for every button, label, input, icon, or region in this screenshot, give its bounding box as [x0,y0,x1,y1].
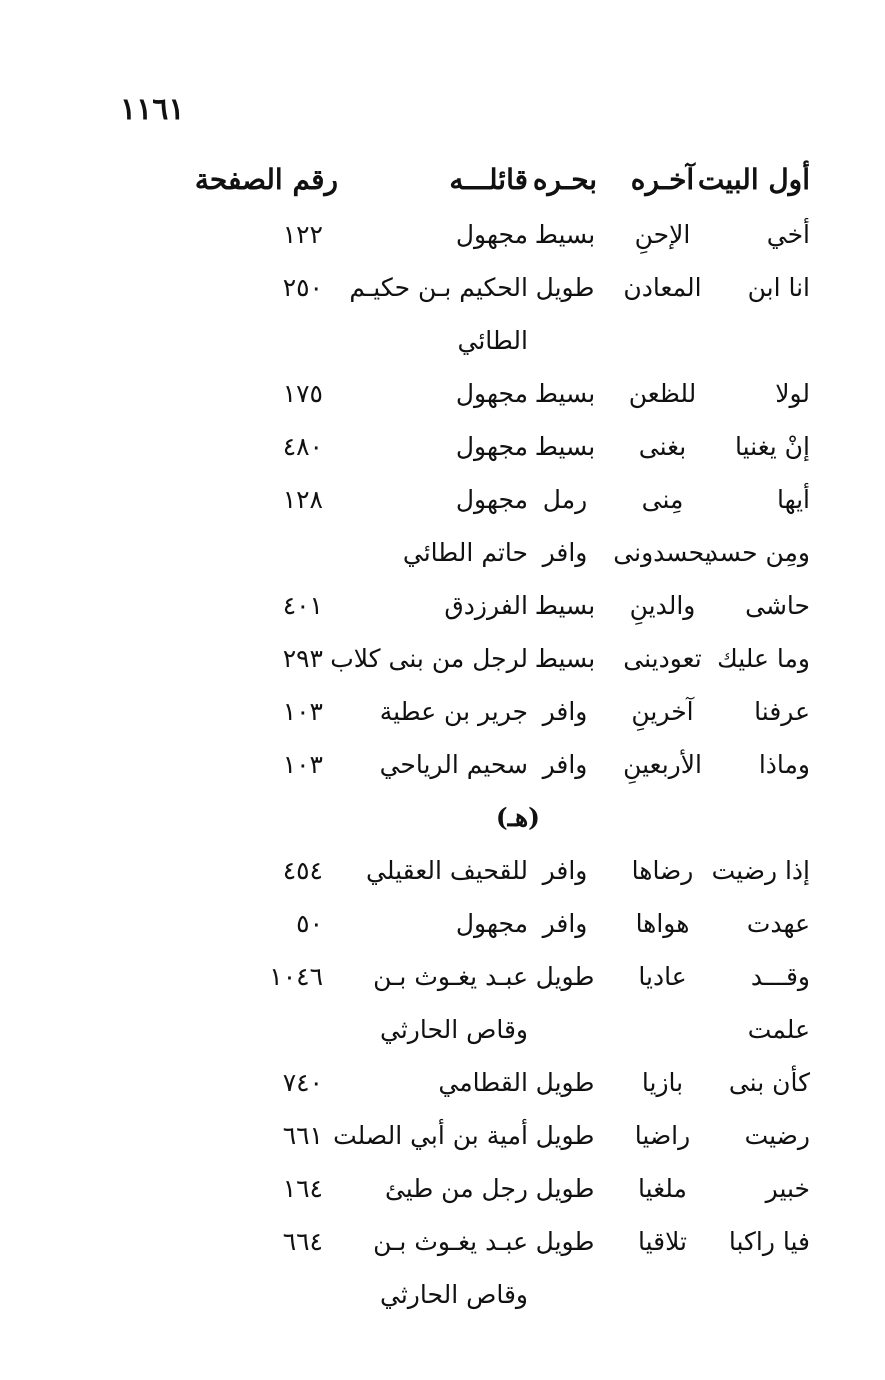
last-word-cell: بازيا [641,1067,684,1097]
last-word-cell: تعودينى [623,643,702,673]
table-row [150,314,818,367]
meter-cell: طويل [535,961,595,991]
poet-cell: مجهول [455,378,528,408]
table-row [150,367,818,420]
first-word-cell: لولا [775,378,810,408]
meter-cell: بسيط [534,643,596,673]
page-cell: ١٠٣ [282,749,323,779]
page-cell: ٥٠ [296,908,323,938]
table-row [150,1056,818,1109]
table-row [150,738,818,791]
last-word-cell: هواها [635,908,690,938]
poet-cell: وقاص الحارثي [380,1279,528,1309]
page-cell: ١٢٨ [282,484,323,514]
last-word-cell: بغنى [638,431,687,461]
poet-cell: الحكيم بـن حكيـم [349,272,528,302]
poet-cell: عبـد يغـوث بـن [373,1226,528,1256]
last-word-cell: راضيا [634,1120,691,1150]
page-cell: ٦٦٤ [282,1226,323,1256]
poet-cell: للقحيف العقيلي [366,855,528,885]
poet-cell: مجهول [455,484,528,514]
last-word-cell: الإحنِ [634,219,691,249]
first-word-cell: أيها [776,484,810,514]
last-word-cell: ملغيا [638,1173,687,1203]
last-word-cell: المعادن [623,272,702,302]
last-word-cell: يحسدونى [613,537,712,567]
poet-cell: عبـد يغـوث بـن [373,961,528,991]
rows-group-a [150,208,818,791]
table-row [150,844,818,897]
meter-cell: وافر [542,855,588,885]
meter-cell: طويل [535,1120,595,1150]
table-row [150,632,818,685]
table-header [150,152,818,208]
first-word-cell: إذا رضيت [711,855,810,885]
page-number: ١١٦١ [120,92,185,127]
section-heading: (هـ) [495,803,540,832]
meter-cell: طويل [535,1173,595,1203]
first-word-cell: عرفنا [754,696,810,726]
header-first-word: أول البيت [697,162,810,196]
page-cell: ٤٨٠ [282,431,323,461]
header-poet: قائلـــه [449,162,528,196]
meter-cell: بسيط [534,378,596,408]
poet-cell: أمية بن أبي الصلت [333,1120,528,1150]
table-row [150,473,818,526]
poet-cell: القطامي [438,1067,528,1097]
first-word-cell: كأن بنى [728,1067,810,1097]
first-word-cell: وما عليك [717,643,810,673]
last-word-cell: مِنى [641,484,684,514]
poet-cell: رجل من طيئ [384,1173,528,1203]
first-word-cell: خبير [765,1173,810,1203]
last-word-cell: آخرينِ [631,696,694,726]
page-cell: ٤٠١ [282,590,323,620]
meter-cell: وافر [542,749,588,779]
header-page: رقم الصفحة [194,162,338,196]
page-cell: ١٠٣ [282,696,323,726]
first-word-cell: حاشى [745,590,810,620]
first-word-cell: فيا راكبا [728,1226,810,1256]
table-row [150,261,818,314]
page-cell: ٦٦١ [282,1120,323,1150]
poet-cell: جرير بن عطية [379,696,528,726]
header-meter: بحـره [532,162,598,196]
first-word-cell: انا ابن [747,272,810,302]
table-row [150,208,818,261]
first-word-cell: رضيت [744,1120,810,1150]
first-word-cell: وماذا [758,749,810,779]
meter-cell: وافر [542,908,588,938]
table-row [150,1109,818,1162]
meter-cell: طويل [535,272,595,302]
meter-cell: بسيط [534,590,596,620]
last-word-cell: للظعن [628,378,697,408]
first-word-cell: ومِن حسد [706,537,810,567]
meter-cell: وافر [542,696,588,726]
page-cell: ١٧٥ [282,378,323,408]
poet-cell: وقاص الحارثي [380,1014,528,1044]
table-row [150,579,818,632]
meter-cell: بسيط [534,219,596,249]
table-row [150,1215,818,1268]
page-cell: ١٦٤ [282,1173,323,1203]
meter-cell: طويل [535,1067,595,1097]
last-word-cell: تلاقيا [638,1226,687,1256]
table-row [150,1003,818,1056]
last-word-cell: الأربعينِ [623,749,702,779]
page-cell: ٢٥٠ [282,272,323,302]
last-word-cell: رضاها [631,855,694,885]
first-word-cell: وقـــد [750,961,810,991]
page-cell: ٢٩٣ [282,643,323,673]
poet-cell: مجهول [455,908,528,938]
table-row [150,685,818,738]
poet-cell: الطائي [457,325,528,355]
poet-cell: حاتم الطائي [402,537,528,567]
table-row [150,1162,818,1215]
last-word-cell: والدينِ [629,590,696,620]
meter-cell: رمل [542,484,588,514]
header-last-word: آخـره [630,162,695,196]
table-row [150,526,818,579]
table-row [150,950,818,1003]
poet-cell: مجهول [455,219,528,249]
first-word-cell: أخي [766,219,810,249]
table-row [150,1268,818,1321]
poet-cell: الفرزدق [444,590,528,620]
poet-cell: لرجل من بنى كلاب [330,643,528,673]
table-row [150,420,818,473]
meter-cell: طويل [535,1226,595,1256]
page-cell: ٤٥٤ [282,855,323,885]
verse-index-table [150,152,818,1321]
rows-group-b [150,844,818,1321]
meter-cell: بسيط [534,431,596,461]
page-cell: ١٢٢ [282,219,323,249]
section-heading-row [150,791,818,844]
page-cell: ١٠٤٦ [269,961,323,991]
meter-cell: وافر [542,537,588,567]
page-cell: ٧٤٠ [282,1067,323,1097]
poet-cell: سحيم الرياحي [379,749,528,779]
last-word-cell: عاديا [638,961,687,991]
poet-cell: مجهول [455,431,528,461]
first-word-cell: إنْ يغنيا [735,431,810,461]
first-word-cell: عهدت [746,908,810,938]
table-row [150,897,818,950]
first-word-cell: علمت [747,1014,810,1044]
